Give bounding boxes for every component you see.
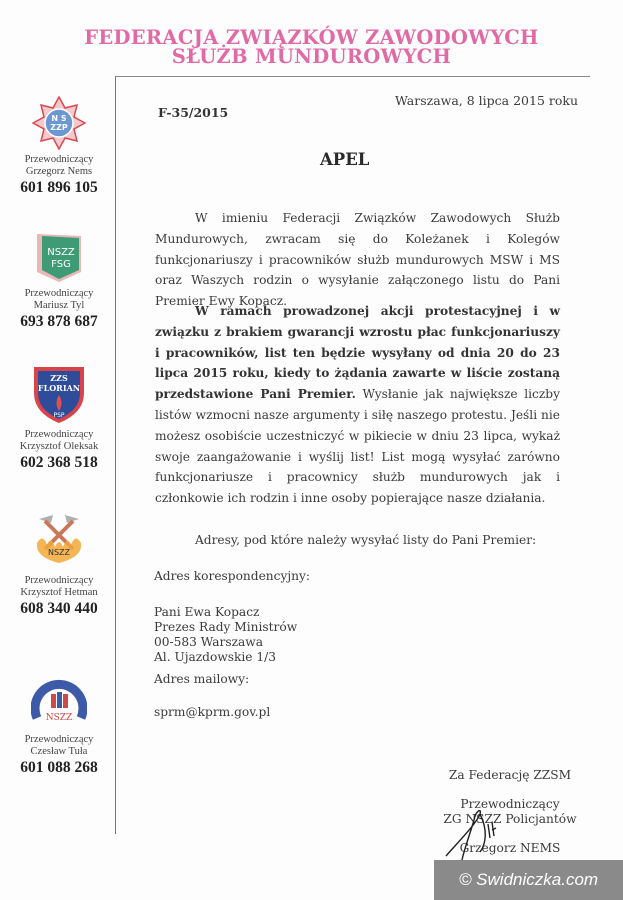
member-name: Czesław Tuła xyxy=(30,746,88,757)
svg-text:FLORIAN: FLORIAN xyxy=(37,383,81,393)
member-name: Krzysztof Hetman xyxy=(20,587,98,598)
member-role: Przewodniczący xyxy=(24,575,94,586)
zzs-florian-shield-logo-icon xyxy=(32,365,86,425)
member-name: Mariusz Tyl xyxy=(33,300,85,311)
letterhead-title-line1: FEDERACJA ZWIĄZKÓW ZAWODOWYCH xyxy=(84,26,539,49)
member-role: Przewodniczący xyxy=(24,154,94,165)
member-phone: 602 368 518 xyxy=(20,454,98,471)
svg-text:NSZZ: NSZZ xyxy=(47,548,71,557)
member-phone: 601 896 105 xyxy=(20,179,98,196)
member-role: Przewodniczący xyxy=(24,288,94,299)
postal-line: Al. Ujazdowskie 1/3 xyxy=(154,650,276,664)
paragraph-2 xyxy=(155,301,560,509)
paragraph-3: Adresy, pod które należy wysyłać listy do Pani Premier: xyxy=(195,533,537,547)
paragraph-1 xyxy=(155,208,560,312)
signature-role: Przewodniczący xyxy=(460,797,560,811)
member-role: Przewodniczący xyxy=(24,734,94,745)
email-label: Adres mailowy: xyxy=(154,672,250,686)
sidebar-member xyxy=(0,513,118,618)
svg-text:PSP: PSP xyxy=(53,412,65,419)
svg-text:ZZS: ZZS xyxy=(50,373,68,383)
member-phone: 693 878 687 xyxy=(20,313,98,330)
paragraph-1-text: W imieniu Federacji Związków Zawodowych Służb Mundurowych, zwracam się do Koleżanek i Kolegów funkcjonariuszy i pracowników służb mundurowych MSW i MS oraz Waszych rodzin o wysyłanie załączonego listu do Pani Premier Ewy Kopacz. xyxy=(155,211,560,309)
watermark: © Swidniczka.com xyxy=(434,860,623,900)
svg-text:ZZP: ZZP xyxy=(50,123,68,132)
nszz-fsg-logo-icon xyxy=(33,232,85,284)
nszz-funkcjonariuszy-logo-icon xyxy=(31,674,87,730)
sidebar-member xyxy=(0,232,118,331)
sidebar-member xyxy=(0,674,118,777)
letter-title: APEL xyxy=(320,150,370,169)
postal-line: Pani Ewa Kopacz xyxy=(154,605,260,619)
member-phone: 608 340 440 xyxy=(20,600,98,617)
svg-text:FSG: FSG xyxy=(51,259,71,270)
letter-date: Warszawa, 8 lipca 2015 roku xyxy=(395,93,579,108)
sidebar-member xyxy=(0,365,118,472)
reference-number: F-35/2015 xyxy=(158,105,229,120)
signature-name: Grzegorz NEMS xyxy=(459,841,561,855)
nszzp-star-logo-icon xyxy=(32,96,86,150)
letterhead-title-line2: SŁUŻB MUNDUROWYCH xyxy=(171,45,452,68)
member-phone: 601 088 268 xyxy=(20,759,98,776)
signature-for: Za Federację ZZSM xyxy=(448,768,572,782)
member-name: Krzysztof Oleksak xyxy=(19,441,99,452)
sidebar-member xyxy=(0,96,118,197)
svg-text:NSZZ: NSZZ xyxy=(47,247,75,258)
signature-org: ZG NSZZ Policjantów xyxy=(443,812,577,826)
member-name: Grzegorz Nems xyxy=(25,166,93,177)
nszz-pozarnictwa-logo-icon xyxy=(29,513,89,571)
member-role: Przewodniczący xyxy=(24,429,94,440)
email-address[interactable]: sprm@kprm.gov.pl xyxy=(154,705,271,719)
svg-text:N S: N S xyxy=(51,114,67,123)
svg-text:NSZZ: NSZZ xyxy=(45,713,73,723)
handwritten-signature-icon xyxy=(440,800,520,864)
postal-line: 00-583 Warszawa xyxy=(154,635,263,649)
postal-line: Prezes Rady Ministrów xyxy=(154,620,298,634)
paragraph-2-text: Wysłanie jak największe liczby listów wzmocni nasze argumenty i siłę naszego protestu. Jeśli nie możesz osobiście uczestniczyć w pikiecie w dniu 23 lipca, wykaż swoje zaangażowanie i wyślij list! List mogą wysyłać zarówno funkcjonariusze i pracownicy służb mundurowych jak i członkowie ich rodzin i inne osoby popierające nasze działania. xyxy=(155,387,560,506)
header-divider xyxy=(115,76,590,77)
paragraph-2-bold-text: W ramach prowadzonej akcji protestacyjnej i w związku z brakiem gwarancji wzrostu płac funkcjonariuszy i pracowników, list ten będzie wysyłany od dnia 20 do 23 lipca 2015 roku, kiedy to żądania zawarte w liście zostaną przedstawione Pani Premier. xyxy=(155,304,560,402)
postal-address xyxy=(154,605,297,665)
postal-address-label: Adres korespondencyjny: xyxy=(154,569,310,583)
